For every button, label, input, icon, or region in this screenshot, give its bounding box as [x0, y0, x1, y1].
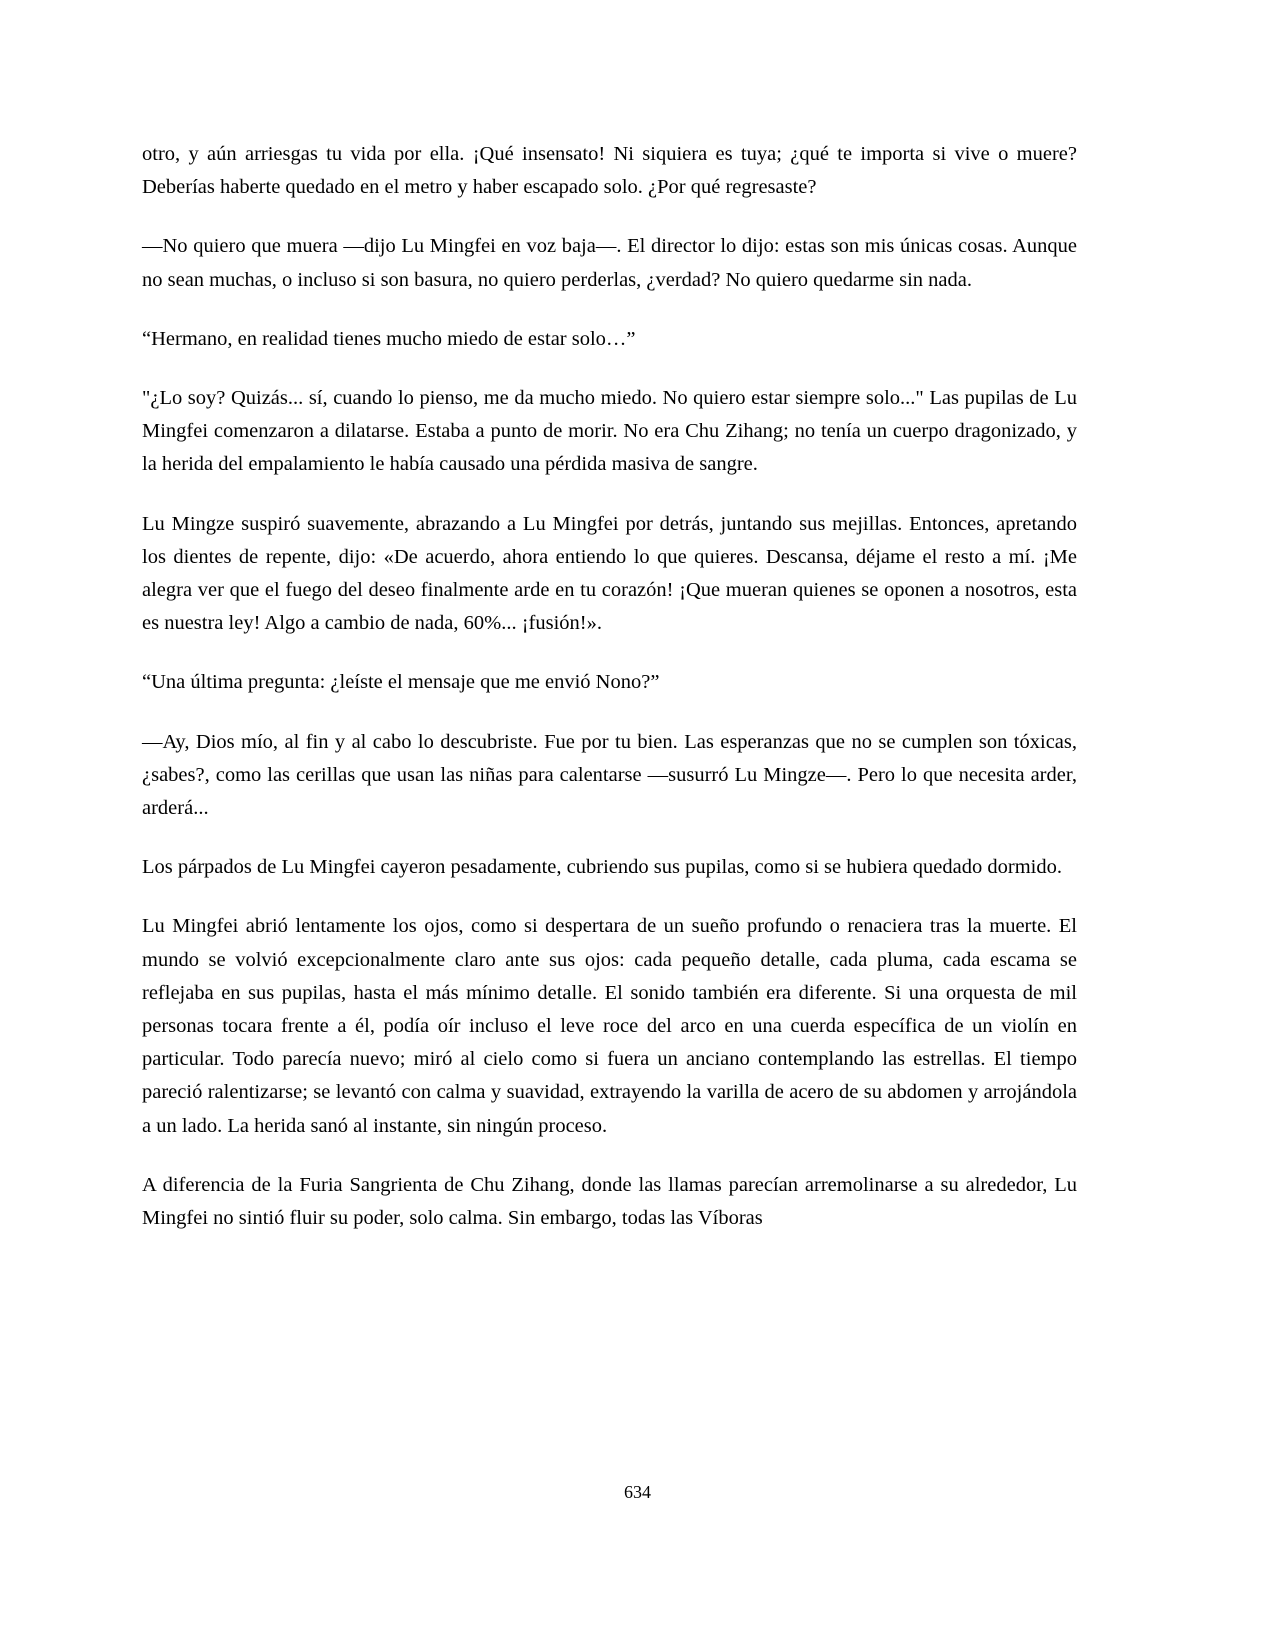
page-number: 634 [624, 1482, 651, 1502]
paragraph: Los párpados de Lu Mingfei cayeron pesadamente, cubriendo sus pupilas, como si se hubiera quedado dormido. [142, 856, 1062, 879]
paragraph: otro, y aún arriesgas tu vida por ella. ¡Qué insensato! Ni siquiera es tuya; ¿qué te importa si vive o muere? Deberías haberte quedado en el metro y haber escapado solo. ¿Por qué regresaste? [142, 143, 1077, 199]
paragraph: Lu Mingfei abrió lentamente los ojos, como si despertara de un sueño profundo o renaciera tras la muerte. El mundo se volvió excepcionalmente claro ante sus ojos: cada pequeño detalle, cada pluma, cada escama se reflejaba en sus pupilas, hasta el más mínimo detalle. El sonido también era diferente. Si una orquesta de mil personas tocara frente a él, podía oír incluso el leve roce del arco en una cuerda específica de un violín en particular. Todo parecía nuevo; miró al cielo como si fuera un anciano contemplando las estrellas. El tiempo pareció ralentizarse; se levantó con calma y suavidad, extrayendo la varilla de acero de su abdomen y arrojándola a un lado. La herida sanó al instante, sin ningún proceso. [142, 915, 1077, 1137]
paragraph: "¿Lo soy? Quizás... sí, cuando lo pienso, me da mucho miedo. No quiero estar siempre solo..." Las pupilas de Lu Mingfei comenzaron a dilatarse. Estaba a punto de morir. No era Chu Zihang; no tenía un cuerpo dragonizado, y la herida del empalamiento le había causado una pérdida masiva de sangre. [142, 387, 1077, 476]
paragraph: “Hermano, en realidad tienes mucho miedo de estar solo…” [142, 327, 636, 350]
paragraph: “Una última pregunta: ¿leíste el mensaje que me envió Nono?” [142, 671, 660, 694]
paragraph: A diferencia de la Furia Sangrienta de Chu Zihang, donde las llamas parecían arremolinarse a su alrededor, Lu Mingfei no sintió fluir su poder, solo calma. Sin embargo, todas las Víboras [142, 1173, 1077, 1230]
paragraph: Lu Mingze suspiró suavemente, abrazando a Lu Mingfei por detrás, juntando sus mejillas. Entonces, apretando los dientes de repente, dijo: «De acuerdo, ahora entiendo lo que quieres. Descansa, déjame el resto a mí. ¡Me alegra ver que el fuego del deseo finalmente arde en tu corazón! ¡Que mueran quienes se oponen a nosotros, esta es nuestra ley! Algo a cambio de nada, 60%... ¡fusión!». [142, 512, 1077, 635]
paragraph: —No quiero que muera —dijo Lu Mingfei en voz baja—. El director lo dijo: estas son mis únicas cosas. Aunque no sean muchas, o incluso si son basura, no quiero perderlas, ¿verdad? No quiero quedarme sin nada. [142, 235, 1077, 291]
page-body-text [142, 138, 1077, 1235]
paragraph: —Ay, Dios mío, al fin y al cabo lo descubriste. Fue por tu bien. Las esperanzas que no se cumplen son tóxicas, ¿sabes?, como las cerillas que usan las niñas para calentarse —susurró Lu Mingze—. Pero lo que necesita arder, arderá... [142, 730, 1077, 820]
